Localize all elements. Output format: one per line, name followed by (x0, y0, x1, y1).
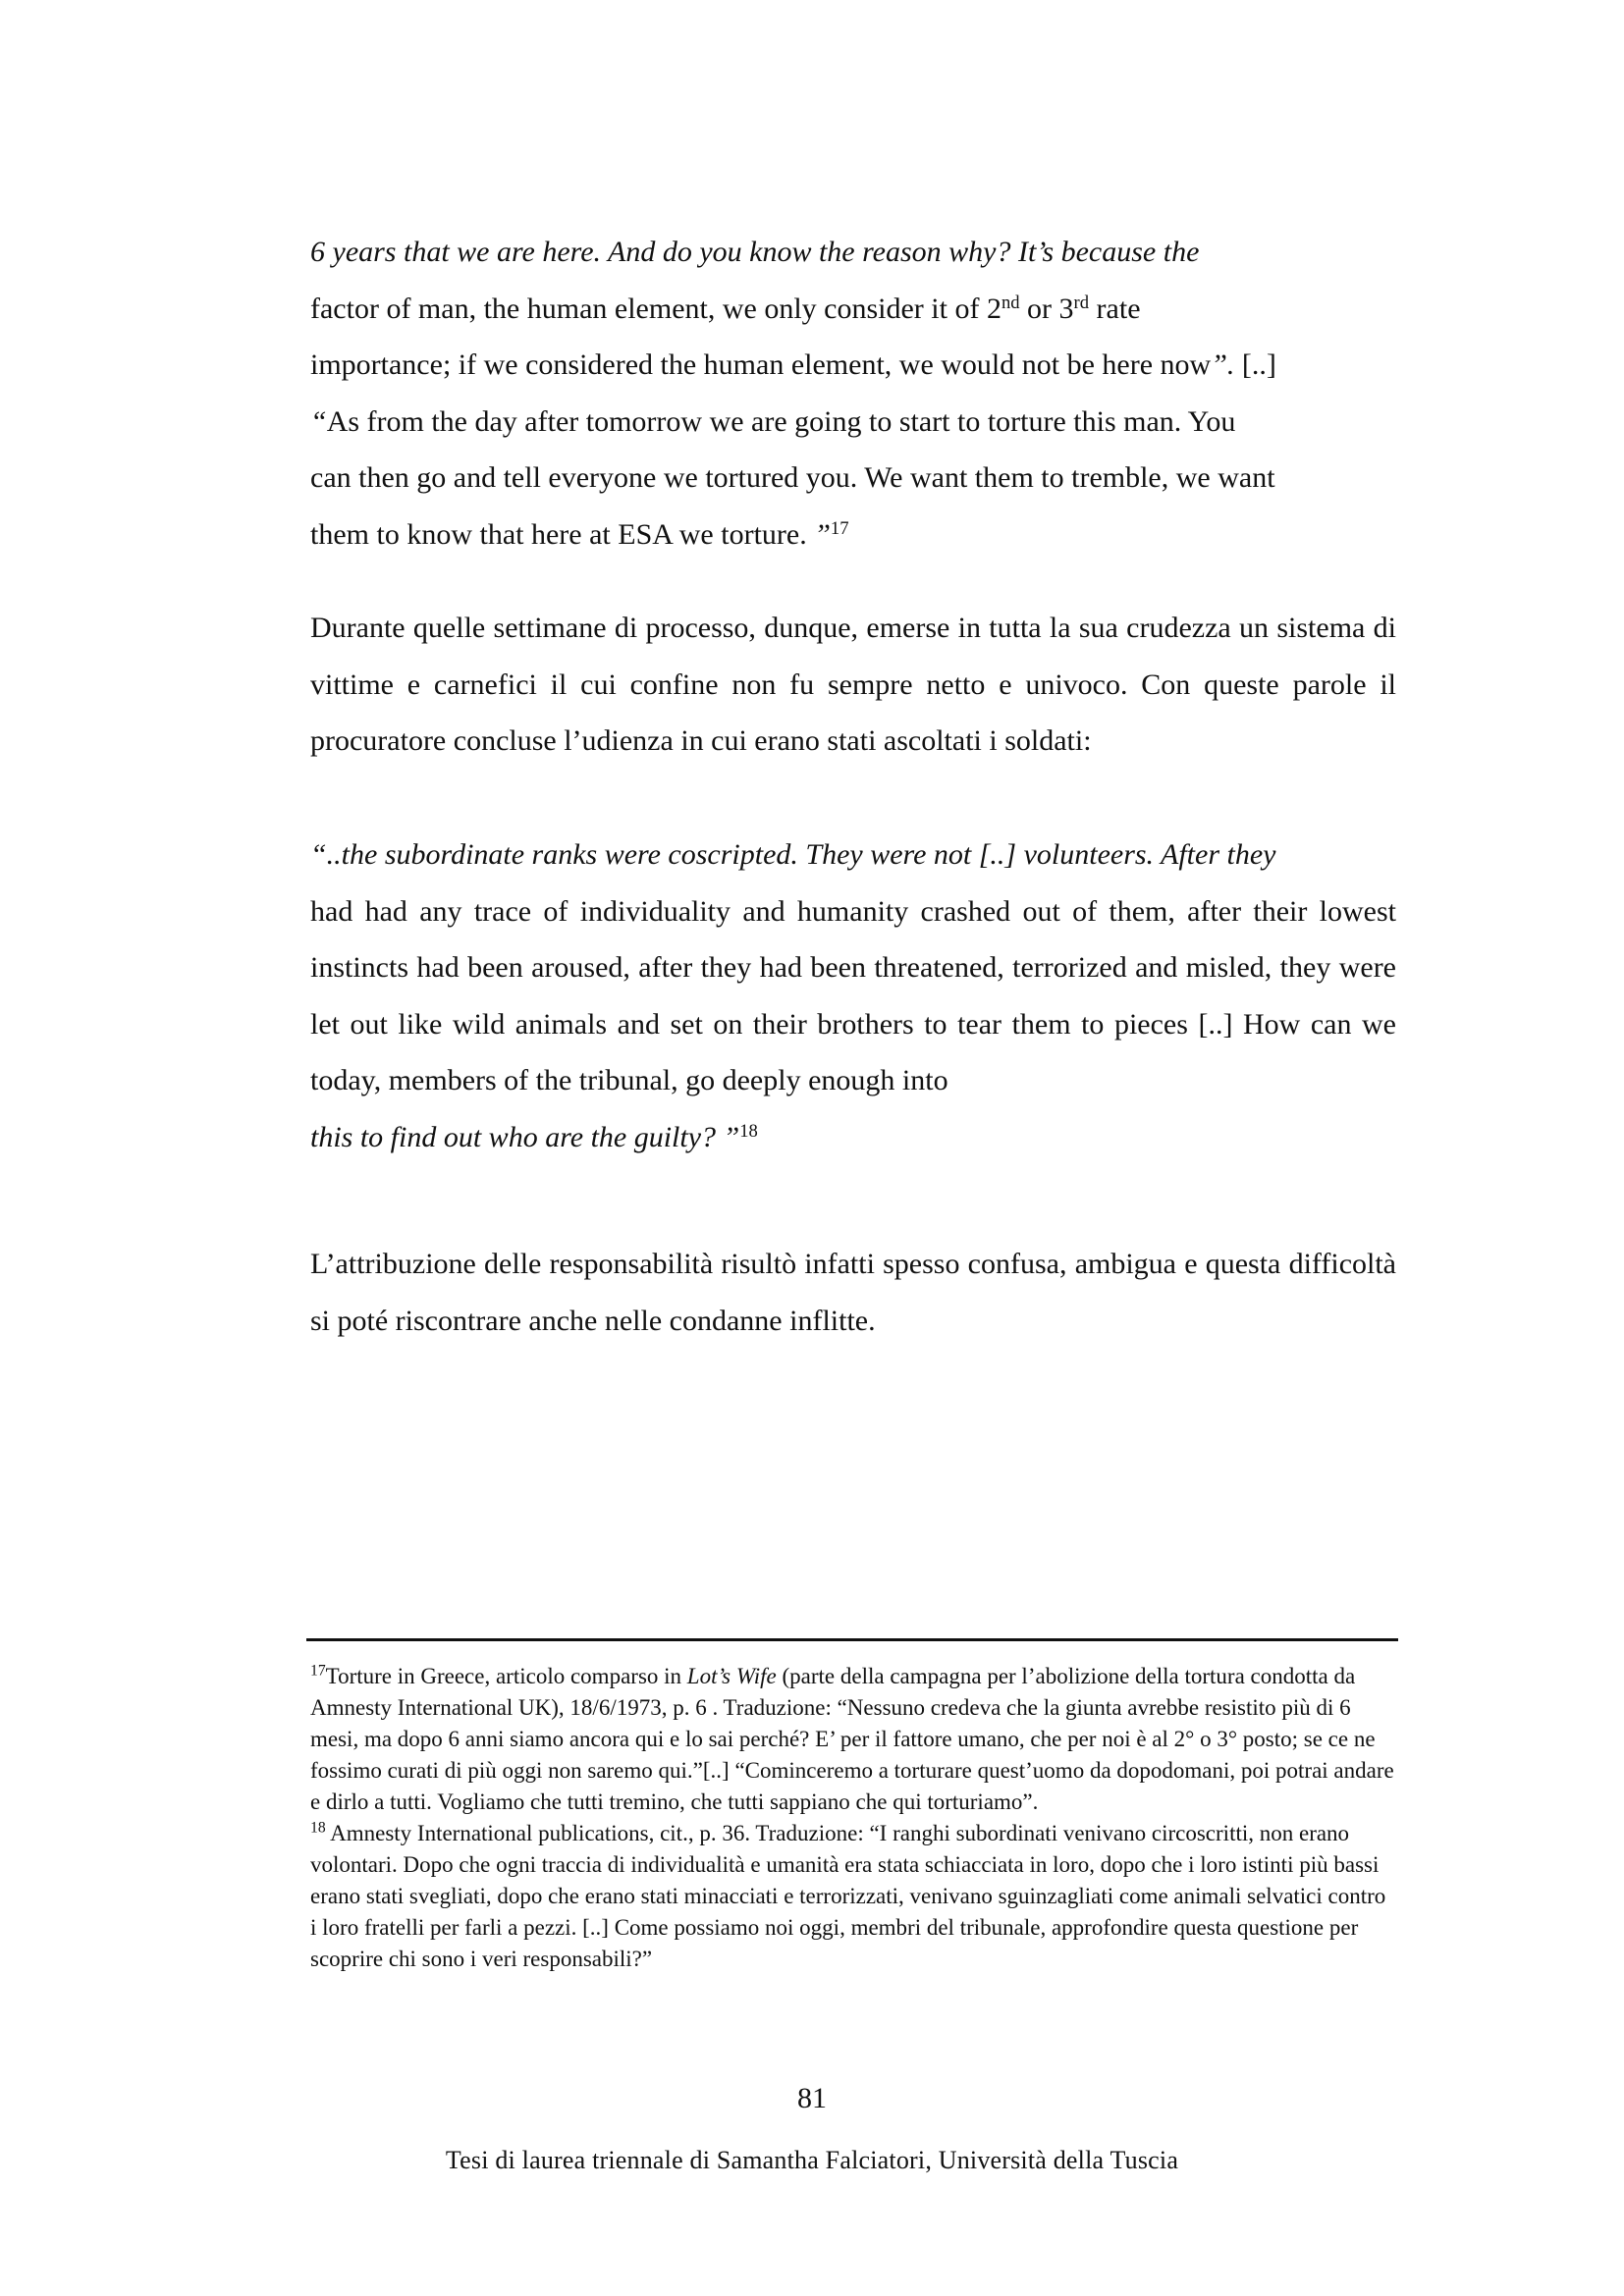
footnote-18 (310, 1818, 1396, 1975)
quote-1-line-2-text: factor of man, the human element, we only consider it of 2 (310, 292, 1001, 325)
quote-1-line-2 (310, 281, 1396, 338)
running-footer: Tesi di laurea triennale di Samantha Falciatori, Università della Tuscia (445, 2146, 1179, 2174)
quote-1-line-3 (310, 337, 1396, 394)
quote-1-line-2-mid: or 3 (1019, 292, 1074, 325)
quote-1-line-6-text: them to know that here at ESA we torture. (310, 517, 807, 551)
ordinal-nd: nd (1001, 292, 1020, 313)
quote-block-2 (310, 827, 1396, 1165)
footnote-18-text: Amnesty International publications, cit., p. 36. Traduzione: “I ranghi subordinati venivano circoscritti, non erano volontari. Dopo che ogni traccia di individualità e umanità era stata schiacciata in loro, dopo che i loro istinti più bassi erano stati svegliati, dopo che erano stati minacciati e terrorizzati, venivano sguinzagliati come animali selvatici contro i loro fratelli per farli a pezzi. [..] Come possiamo noi oggi, membri del tribunale, approfondire questa questione per scoprire chi sono i veri responsabili?” (310, 1821, 1386, 1971)
footnote-17-title: Lot’s Wife (686, 1664, 777, 1688)
page-number: 81 (797, 2082, 827, 2114)
footnote-17-number: 17 (310, 1662, 326, 1680)
quote-1-line-4-text: As from the day after tomorrow we are going to start to torture this man. You (326, 404, 1236, 438)
quote-1-end-mark: ” (806, 517, 831, 551)
footnote-18-number: 18 (310, 1819, 326, 1837)
quote-1-open-mark: “ (310, 404, 327, 438)
quote-2-last-line (310, 1109, 1396, 1166)
quote-2-line-1: “..the subordinate ranks were coscripted. They were not [..] volunteers. After they (310, 838, 1276, 871)
quote-1-line-5: can then go and tell everyone we tortured you. We want them to tremble, we want (310, 461, 1275, 494)
quote-2-last-text: this to find out who are the guilty? ” (310, 1120, 740, 1153)
footnote-separator (306, 1638, 1398, 1641)
footnotes (310, 1661, 1396, 1975)
quote-block-1 (310, 224, 1396, 562)
footnote-ref-17[interactable]: 17 (830, 517, 849, 539)
footnote-17-text-b: (parte della campagna per l’abolizione della tortura condotta da Amnesty International UK), 18/6/1973, p. 6 . Traduzione: “Nessuno credeva che la giunta avrebbe resistito più di 6 mesi, ma dopo 6 anni siamo ancora qui e lo sai perché? E’ per il fattore umano, che per noi è al 2° o 3° posto; se ce ne fossimo curati di più oggi non saremo qui.”[..] “Cominceremo a torturare quest’uomo da dopodomani, poi potrai andare e dirlo a tutti. Vogliamo che tutti tremino, che tutti sappiano che qui torturiamo”. (310, 1664, 1394, 1814)
quote-1-close-mark: ”. (1211, 348, 1235, 381)
footnote-ref-18[interactable]: 18 (739, 1120, 758, 1142)
paragraph-2: L’attribuzione delle responsabilità risultò infatti spesso confusa, ambigua e questa difficoltà si poté riscontrare anche nelle condanne inflitte. (310, 1248, 1396, 1337)
quote-1-line-3-text: importance; if we considered the human element, we would not be here now (310, 348, 1212, 381)
quote-2-body: had had any trace of individuality and humanity crashed out of them, after their lowest instincts had been aroused, after they had been threatened, terrorized and misled, they were let out like wild animals and set on their brothers to tear them to pieces [..] How can we today, members of the tribunal, go deeply enough into (310, 894, 1396, 1096)
paragraph-1: Durante quelle settimane di processo, dunque, emerse in tutta la sua crudezza un sistema di vittime e carnefici il cui confine non fu sempre netto e univoco. Con queste parole il procuratore concluse l’udienza in cui erano stati ascoltati i soldati: (310, 612, 1396, 757)
quote-1-line-2-end: rate (1089, 292, 1141, 325)
ordinal-rd: rd (1073, 292, 1090, 313)
footnote-17-text-a: Torture in Greece, articolo comparso in (325, 1664, 687, 1688)
quote-1-line-4 (310, 394, 1396, 451)
quote-1-line-1: 6 years that we are here. And do you know the reason why? It’s because the (310, 236, 1200, 268)
footnote-17 (310, 1661, 1396, 1818)
quote-1-line-6 (310, 507, 1396, 563)
quote-1-ellipsis: [..] (1234, 348, 1276, 381)
